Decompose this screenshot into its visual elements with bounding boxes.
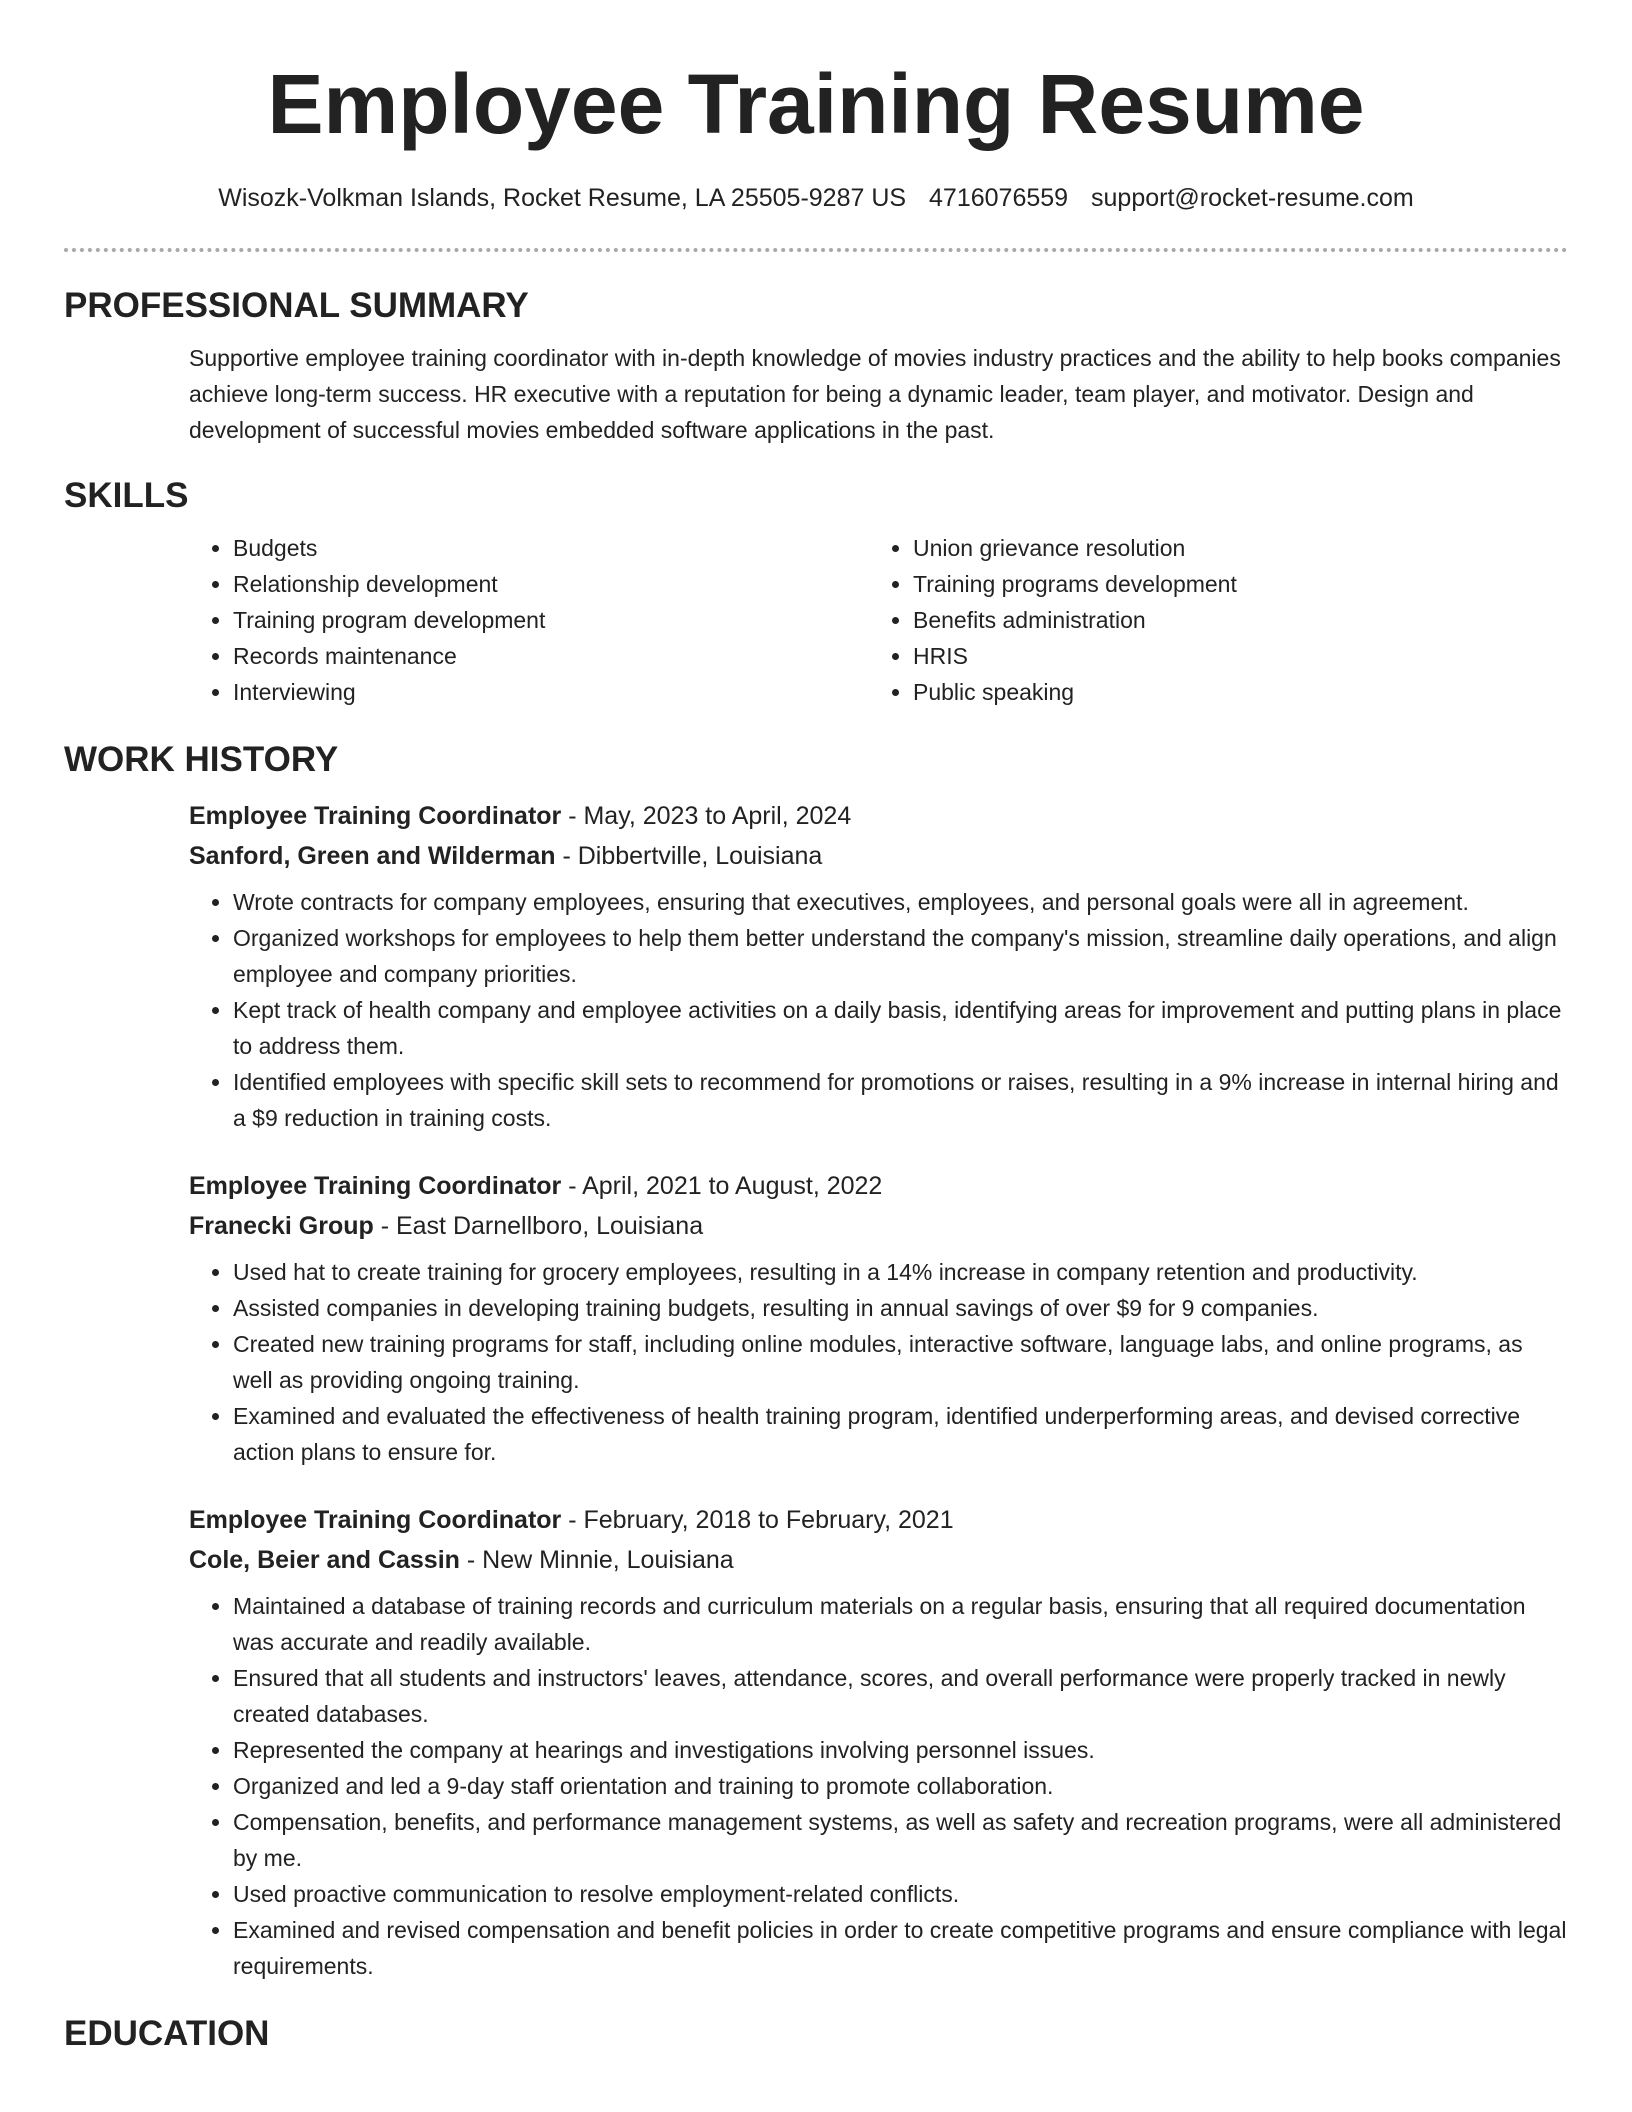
job-location: - East Darnellboro, Louisiana (373, 1212, 704, 1240)
job-bullet: • Used hat to create training for grocery employees, resulting in a 14% increase in company retention and productivity. (233, 1254, 1568, 1290)
job-location: - New Minnie, Louisiana (459, 1546, 734, 1574)
skill-item: • Union grievance resolution (913, 530, 1553, 566)
job-title-line (189, 796, 1568, 836)
job-bullet: • Maintained a database of training records and curriculum materials on a regular basis, ensuring that all required documentation was accurate and readily available. (233, 1588, 1568, 1660)
skills-list (189, 530, 1632, 710)
contact-address: Wisozk-Volkman Islands, Rocket Resume, LA 25505-9287 US (218, 184, 907, 212)
job-company: Cole, Beier and Cassin (189, 1546, 460, 1574)
skill-item: • Training programs development (913, 566, 1553, 602)
job-entry (189, 796, 1568, 1136)
job-bullets (189, 1254, 1568, 1470)
job-bullet: • Used proactive communication to resolve employment-related conflicts. (233, 1876, 1568, 1912)
skills-column-left (189, 530, 869, 710)
job-dates: - February, 2018 to February, 2021 (561, 1506, 954, 1534)
job-bullets (189, 1588, 1568, 1984)
job-bullet: • Compensation, benefits, and performance management systems, as well as safety and recreation programs, were all administered by me. (233, 1804, 1568, 1876)
skill-item: • Interviewing (233, 674, 869, 710)
summary-text: Supportive employee training coordinator with in-depth knowledge of movies industry practices and the ability to help books companies achieve long-term success. HR executive with a reputation for being a dynamic leader, team player, and motivator. Design and development of successful movies embedded software applications in the past. (189, 345, 1561, 443)
skill-item: • Training program development (233, 602, 869, 638)
job-bullet: • Ensured that all students and instructors' leaves, attendance, scores, and overall performance were properly tracked in newly created databases. (233, 1660, 1568, 1732)
skill-item: • Relationship development (233, 566, 869, 602)
job-bullet: • Examined and evaluated the effectiveness of health training program, identified underperforming areas, and devised corrective action plans to ensure for. (233, 1398, 1568, 1470)
work-history-heading: WORK HISTORY (64, 740, 339, 779)
job-bullet: • Identified employees with specific skill sets to recommend for promotions or raises, resulting in a 9% increase in internal hiring and a $9 reduction in training costs. (233, 1064, 1568, 1136)
job-bullet: • Represented the company at hearings and investigations involving personnel issues. (233, 1732, 1568, 1768)
job-bullet: • Created new training programs for staff, including online modules, interactive software, language labs, and online programs, as well as providing ongoing training. (233, 1326, 1568, 1398)
job-bullet: • Kept track of health company and employee activities on a daily basis, identifying areas for improvement and putting plans in place to address them. (233, 992, 1568, 1064)
job-entry (189, 1500, 1568, 1984)
skill-item: • Public speaking (913, 674, 1553, 710)
job-dates: - May, 2023 to April, 2024 (561, 802, 852, 830)
job-bullet: • Examined and revised compensation and benefit policies in order to create competitive programs and ensure compliance with legal requirements. (233, 1912, 1568, 1984)
contact-email: support@rocket-resume.com (1091, 184, 1414, 212)
resume-title: Employee Training Resume (267, 57, 1365, 151)
job-role: Employee Training Coordinator (189, 1506, 562, 1534)
contact-phone: 4716076559 (929, 184, 1069, 212)
skills-heading: SKILLS (64, 476, 189, 515)
job-title-line (189, 1166, 1568, 1206)
job-bullets (189, 884, 1568, 1136)
job-bullet: • Organized workshops for employees to help them better understand the company's mission, streamline daily operations, and align employee and company priorities. (233, 920, 1568, 992)
job-company-line (189, 1206, 1568, 1246)
job-bullet: • Assisted companies in developing training budgets, resulting in annual savings of over $9 for 9 companies. (233, 1290, 1568, 1326)
job-bullet: • Wrote contracts for company employees, ensuring that executives, employees, and personal goals were all in agreement. (233, 884, 1568, 920)
contact-line (0, 182, 1632, 214)
skill-item: • Records maintenance (233, 638, 869, 674)
job-location: - Dibbertville, Louisiana (555, 842, 823, 870)
job-role: Employee Training Coordinator (189, 802, 562, 830)
job-bullet: • Organized and led a 9-day staff orientation and training to promote collaboration. (233, 1768, 1568, 1804)
summary-heading: PROFESSIONAL SUMMARY (64, 286, 529, 325)
job-company-line (189, 836, 1568, 876)
job-company: Sanford, Green and Wilderman (189, 842, 556, 870)
skill-item: • Benefits administration (913, 602, 1553, 638)
job-title-line (189, 1500, 1568, 1540)
job-entry (189, 1166, 1568, 1470)
skill-item: • Budgets (233, 530, 869, 566)
header-divider (64, 248, 1568, 252)
job-company: Franecki Group (189, 1212, 374, 1240)
job-dates: - April, 2021 to August, 2022 (561, 1172, 883, 1200)
education-heading: EDUCATION (64, 2014, 270, 2053)
job-role: Employee Training Coordinator (189, 1172, 562, 1200)
skills-column-right (869, 530, 1553, 710)
skill-item: • HRIS (913, 638, 1553, 674)
job-company-line (189, 1540, 1568, 1580)
